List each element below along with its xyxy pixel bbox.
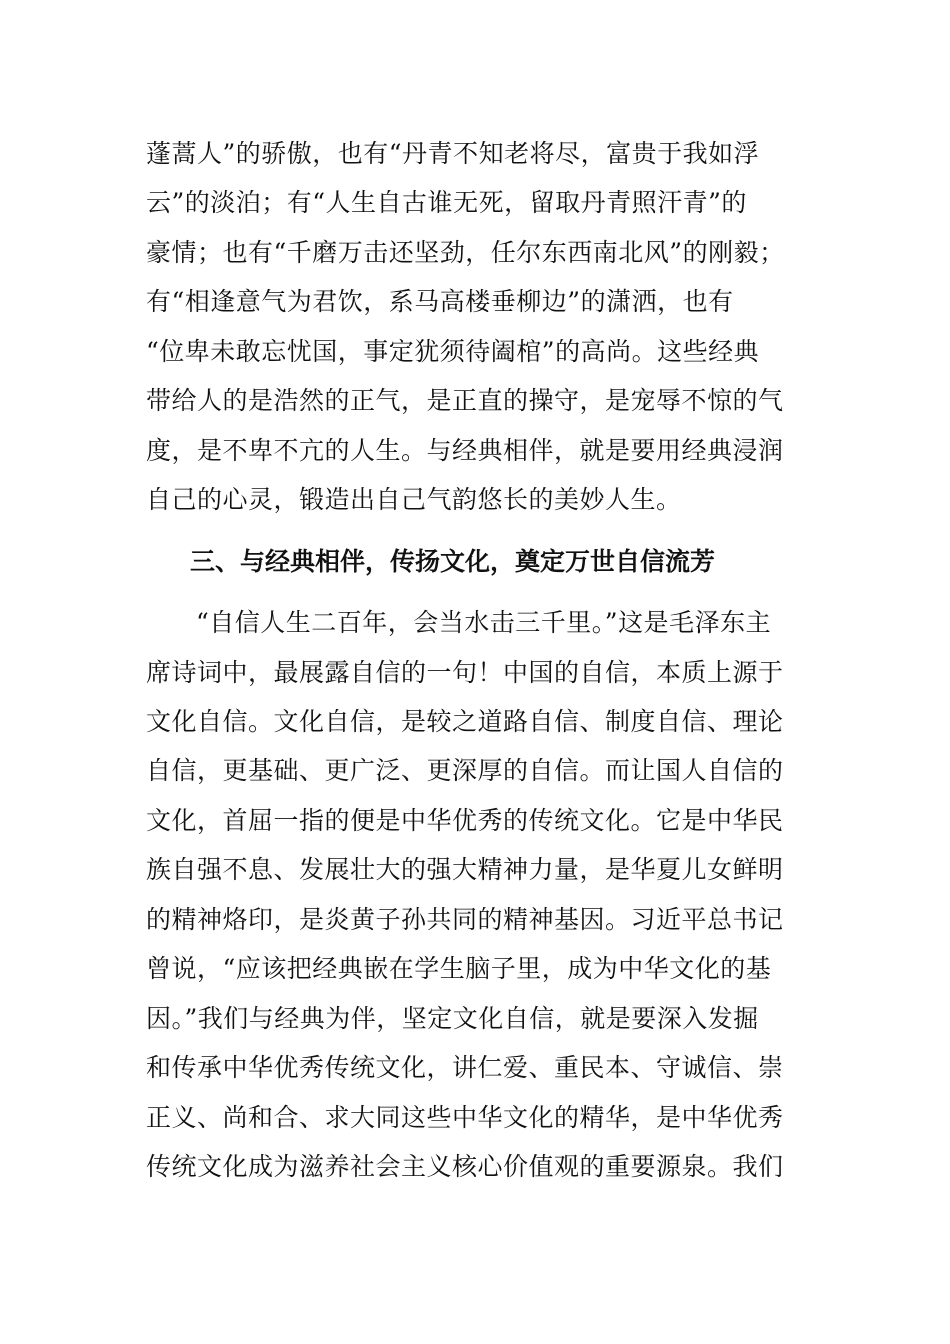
paragraph-line: 有“相逢意气为君饮，系马高楼垂柳边”的潇洒，也有: [146, 287, 734, 316]
paragraph-line: 度，是不卑不亢的人生。与经典相伴，就是要用经典浸润: [146, 436, 784, 465]
section-heading: 三、与经典相伴，传扬文化，奠定万世自信流芳: [190, 547, 716, 576]
paragraph-line: 因。”我们与经典为伴，坚定文化自信，就是要深入发掘: [146, 1004, 759, 1033]
paragraph-line: 豪情；也有“千磨万击还坚劲，任尔东西南北风”的刚毅；: [146, 238, 785, 267]
paragraph-line: 自己的心灵，锻造出自己气韵悠长的美妙人生。: [146, 485, 682, 514]
paragraph-line: 带给人的是浩然的正气，是正直的操守，是宠辱不惊的气: [146, 386, 784, 415]
paragraph-line: 正义、尚和合、求大同这些中华文化的精华，是中华优秀: [146, 1103, 784, 1132]
paragraph-line: 曾说，“应该把经典嵌在学生脑子里，成为中华文化的基: [146, 954, 772, 983]
paragraph-line: 传统文化成为滋养社会主义核心价值观的重要源泉。我们: [146, 1152, 784, 1181]
paragraph-line: 席诗词中，最展露自信的一句！中国的自信，本质上源于: [146, 658, 784, 687]
paragraph-line: 云”的淡泊；有“人生自古谁无死，留取丹青照汗青”的: [146, 188, 747, 217]
paragraph-line: 文化自信。文化自信，是较之道路自信、制度自信、理论: [146, 707, 784, 736]
paragraph-line: 文化，首屈一指的便是中华优秀的传统文化。它是中华民: [146, 806, 784, 835]
paragraph-line: 蓬蒿人”的骄傲，也有“丹青不知老将尽，富贵于我如浮: [146, 139, 760, 168]
paragraph-line: 的精神烙印，是炎黄子孙共同的精神基因。习近平总书记: [146, 905, 784, 934]
paragraph-line: 和传承中华优秀传统文化，讲仁爱、重民本、守诚信、崇: [146, 1053, 784, 1082]
paragraph-line: 自信，更基础、更广泛、更深厚的自信。而让国人自信的: [146, 756, 784, 785]
paragraph-line: 族自强不息、发展壮大的强大精神力量，是华夏儿女鲜明: [146, 855, 784, 884]
paragraph-line: “自信人生二百年，会当水击三千里。”这是毛泽东主: [196, 608, 772, 637]
paragraph-line: “位卑未敢忘忧国，事定犹须待阖棺”的高尚。这些经典: [146, 337, 760, 366]
